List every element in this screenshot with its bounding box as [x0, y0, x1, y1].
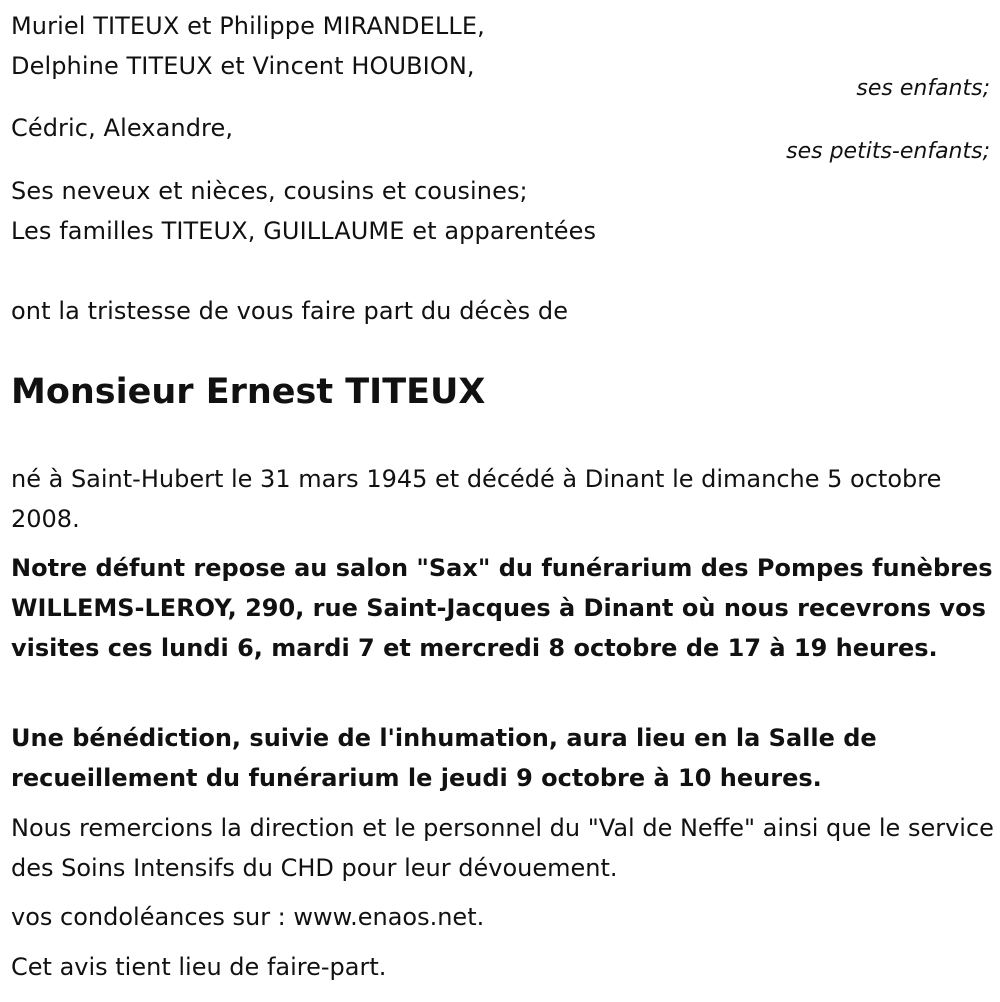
deceased-name: Monsieur Ernest TITEUX [11, 372, 486, 412]
condolences-line: vos condoléances sur : www.enaos.net. [11, 903, 485, 931]
announcement-text: ont la tristesse de vous faire part du décès de [11, 297, 569, 325]
birth-death-paragraph: né à Saint-Hubert le 31 mars 1945 et décédé à Dinant le dimanche 5 octobre 2008. [11, 465, 942, 533]
ceremony-paragraph: Une bénédiction, suivie de l'inhumation, aura lieu en la Salle de recueillement du funérarium le jeudi 9 octobre à 10 heures. [11, 724, 877, 792]
children-label: ses enfants; [856, 76, 990, 101]
relatives-line-2: Les familles TITEUX, GUILLAUME et apparentées [11, 217, 597, 245]
thanks-paragraph: Nous remercions la direction et le personnel du "Val de Neffe" ainsi que le service des Soins Intensifs du CHD pour leur dévouement. [11, 814, 994, 882]
relatives-line-1: Ses neveux et nièces, cousins et cousines; [11, 177, 528, 205]
closing-line: Cet avis tient lieu de faire-part. [11, 953, 387, 981]
family-children-line-2: Delphine TITEUX et Vincent HOUBION, [11, 52, 475, 80]
family-children-line-1: Muriel TITEUX et Philippe MIRANDELLE, [11, 12, 485, 40]
visitation-paragraph: Notre défunt repose au salon "Sax" du funérarium des Pompes funèbres WILLEMS-LEROY, 290, rue Saint-Jacques à Dinant où nous recevrons vos visites ces lundi 6, mardi 7 et mercredi 8 octobre de 17 à 19 heures. [11, 554, 993, 662]
grandchildren-line: Cédric, Alexandre, [11, 114, 234, 142]
grandchildren-label: ses petits-enfants; [786, 139, 990, 164]
